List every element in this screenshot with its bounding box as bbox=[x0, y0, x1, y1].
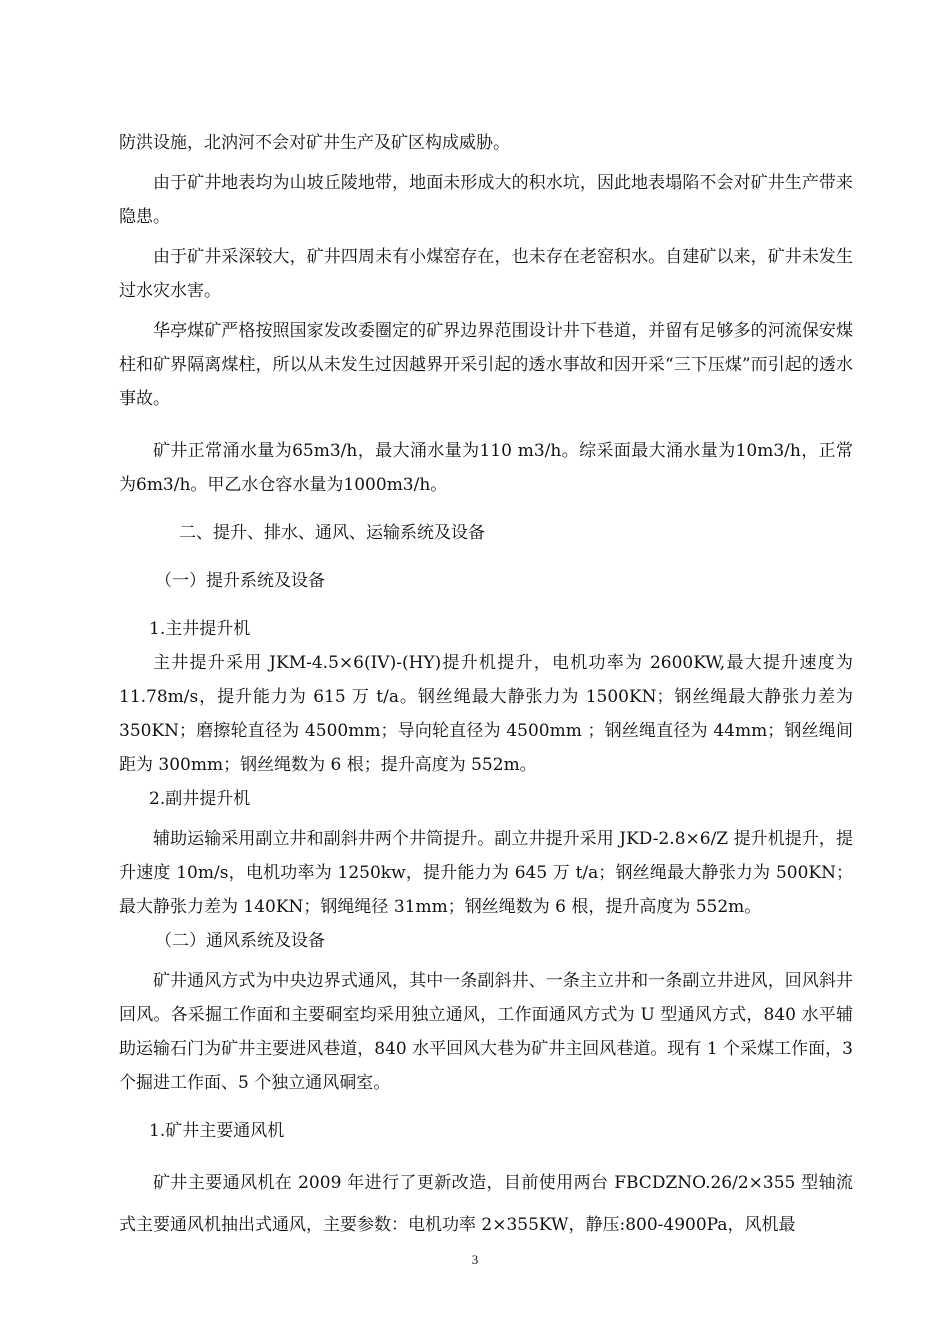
paragraph-boundary-coal-pillars: 华亭煤矿严格按照国家发改委圈定的矿界边界范围设计井下巷道，并留有足够多的河流保安煤柱和矿界隔离煤柱，所以从未发生过因越界开采引起的透水事故和因开采“三下压煤”而引起的透水事故。 bbox=[119, 321, 853, 409]
subsection-heading-ventilation: （二）通风系统及设备 bbox=[155, 931, 325, 951]
document-body bbox=[119, 126, 853, 1246]
paragraph-old-kiln-water: 由于矿井采深较大，矿井四周未有小煤窑存在，也未存在老窑积水。自建矿以来，矿井未发生过水灾水害。 bbox=[119, 247, 853, 301]
paragraph-main-shaft-hoist: 主井提升采用 JKM-4.5×6(IV)-(HY)提升机提升，电机功率为 2600KW,最大提升速度为 11.78m/s，提升能力为 615 万 t/a。钢丝绳最大静张力为 1500KN；钢丝绳最大静张力差为 350KN；磨擦轮直径为 4500mm；导向轮直径为 4500mm ；钢丝绳直径为 44mm；钢丝绳间距为 300mm；钢丝绳数为 6 根；提升高度为 552m。 bbox=[119, 653, 853, 775]
paragraph-flood-control: 防洪设施，北汭河不会对矿井生产及矿区构成威胁。 bbox=[119, 133, 510, 153]
subsection-heading-hoisting: （一）提升系统及设备 bbox=[155, 571, 325, 591]
paragraph-auxiliary-shaft-hoist: 辅助运输采用副立井和副斜井两个井筒提升。副立井提升采用 JKD-2.8×6/Z 提升机提升，提升速度 10m/s，电机功率为 1250kw，提升能力为 645 万 t/a；钢丝绳最大静张力为 500KN；最大静张力差为 140KN；钢绳绳径 31mm；钢丝绳数为 6 根，提升高度为 552m。 bbox=[119, 829, 853, 917]
paragraph-surface-subsidence: 由于矿井地表均为山坡丘陵地带，地面未形成大的积水坑，因此地表塌陷不会对矿井生产带来隐患。 bbox=[119, 173, 853, 227]
item-heading-main-fan: 1.矿井主要通风机 bbox=[149, 1121, 285, 1141]
paragraph-ventilation-system: 矿井通风方式为中央边界式通风，其中一条副斜井、一条主立井和一条副立井进风，回风斜井回风。各采掘工作面和主要硐室均采用独立通风，工作面通风方式为 U 型通风方式，840 水平辅助运输石门为矿井主要进风巷道，840 水平回风大巷为矿井主回风巷道。现有 1 个采煤工作面，3 个掘进工作面、5 个独立通风硐室。 bbox=[119, 971, 853, 1093]
item-heading-auxiliary-shaft-hoist: 2.副井提升机 bbox=[149, 789, 251, 809]
paragraph-main-fan: 矿井主要通风机在 2009 年进行了更新改造，目前使用两台 FBCDZNO.26/2×355 型轴流式主要通风机抽出式通风，主要参数：电机功率 2×355KW，静压:800-4900Pa，风机最 bbox=[119, 1173, 853, 1235]
paragraph-water-inflow: 矿井正常涌水量为65m3/h，最大涌水量为110 m3/h。综采面最大涌水量为10m3/h，正常为6m3/h。甲乙水仓容水量为1000m3/h。 bbox=[119, 441, 853, 495]
item-heading-main-shaft-hoist: 1.主井提升机 bbox=[149, 619, 251, 639]
page-number: 3 bbox=[471, 1252, 479, 1267]
section-heading-systems: 二、提升、排水、通风、运输系统及设备 bbox=[179, 523, 485, 543]
